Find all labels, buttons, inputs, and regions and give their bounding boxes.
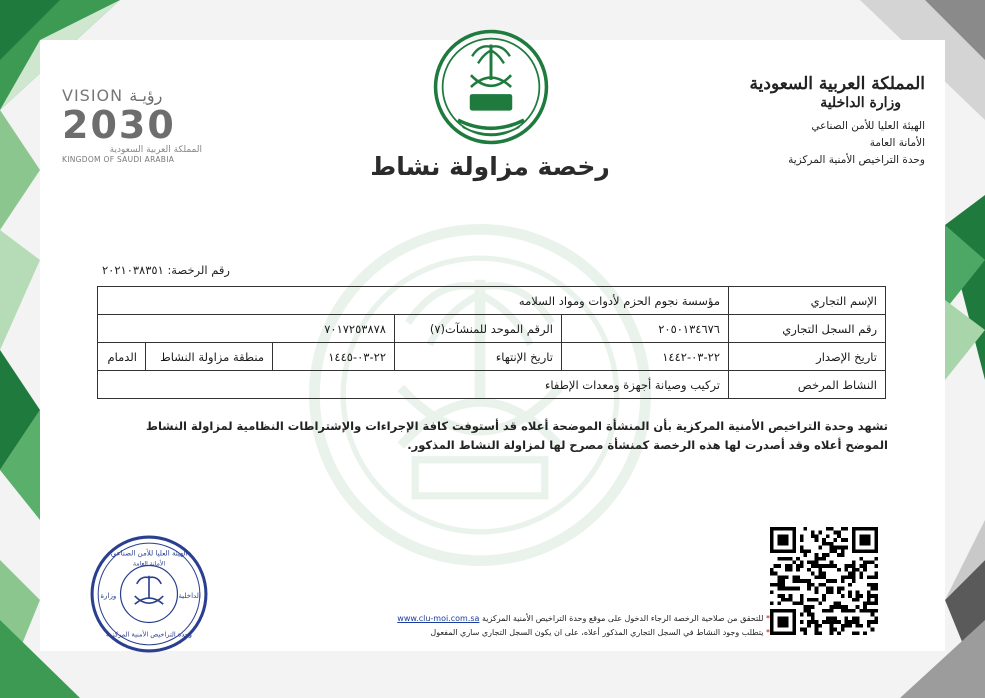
stamp-bottom-text: وحدة التراخيص الأمنية المركزية [106,630,192,639]
note-star: * [766,614,770,623]
note-star: * [766,628,770,637]
ministry-name: وزارة الداخلية [820,95,901,111]
authority-name: الهيئة العليا للأمن الصناعي [811,120,925,132]
table-row [98,343,886,371]
region-label: منطقة مزاولة النشاط [146,343,273,371]
vision-2030-logo [62,86,202,164]
document-title: رخصة مزاولة نشاط [370,152,610,181]
table-row [98,371,886,399]
official-stamp [88,533,210,655]
unified-number-label: الرقم الموحد للمنشآت(٧) [395,315,562,343]
activity-label: النشاط المرخص [729,371,886,399]
vision-country-ar: المملكة العربية السعودية [109,145,202,155]
verification-qr-code[interactable] [770,527,878,635]
table-row [98,315,886,343]
stamp-right-text: الداخلية [178,591,201,601]
vision-word: VISION [62,86,124,105]
stamp-top-text: الهيئة العليا للأمن الصناعي [110,548,188,558]
activity-value: تركيب وصيانة أجهزة ومعدات الإطفاء [98,371,729,399]
cr-value: ٢٠٥٠١٣٤٦٧٦ [562,315,729,343]
vision-country-en: KINGDOM OF SAUDI ARABIA [62,155,175,164]
kingdom-name: المملكة العربية السعودية [749,74,925,94]
expiry-date-value: ٢٢-٠٣-١٤٤٥ [273,343,395,371]
vision-word-ar: رؤيـة [129,86,163,105]
license-details-table [97,286,886,399]
trade-name-label: الإسم التجاري [729,287,886,315]
stamp-left-text: وزارة [100,591,117,601]
unified-number-value: ٧٠١٧٢٥٣٨٧٨ [98,315,395,343]
trade-name-value: مؤسسة نجوم الحزم لأدوات ومواد السلامه [98,287,729,315]
verify-note-text: للتحقق من صلاحية الرخصة الرجاء الدخول على موقع وحدة التراخيص الأمنية المركزية [482,614,764,623]
requirement-note [300,626,770,640]
region-value: الدمام [98,343,146,371]
footer-notes [300,612,770,640]
expiry-date-label: تاريخ الإنتهاء [395,343,562,371]
vision-year: 2030 [62,103,176,147]
verify-url-link[interactable]: www.clu-moi.com.sa [397,614,480,623]
requirement-note-text: يتطلب وجود النشاط في السجل التجاري المذكور أعلاه، على ان يكون السجل التجاري ساري المفعول [430,628,764,637]
license-number [102,263,230,277]
cr-label: رقم السجل التجاري [729,315,886,343]
ministry-emblem [432,28,550,146]
stamp-sub-text: الأمانة العامة [132,560,166,568]
declaration-text: تشهد وحدة التراخيص الأمنية المركزية بأن المنشأة الموضحة أعلاه قد أستوفت كافة الإجراءات والإشتراطات النظامية لمزاولة النشاط الموضح أعلاه وقد أصدرت لها هذه الرخصة كمنشأة مصرح لها لمزاولة النشاط المذكور. [146,419,888,452]
issue-date-label: تاريخ الإصدار [729,343,886,371]
ministry-header [725,74,925,169]
verify-note [300,612,770,626]
secretariat-name: الأمانة العامة [869,137,925,149]
issue-date-value: ٢٢-٠٣-١٤٤٢ [562,343,729,371]
license-number-value: ٢٠٢١٠٣٨٣٥١ [102,263,164,277]
table-row [98,287,886,315]
license-number-label: رقم الرخصة: [167,263,230,277]
unit-name: وحدة التراخيص الأمنية المركزية [788,154,925,166]
